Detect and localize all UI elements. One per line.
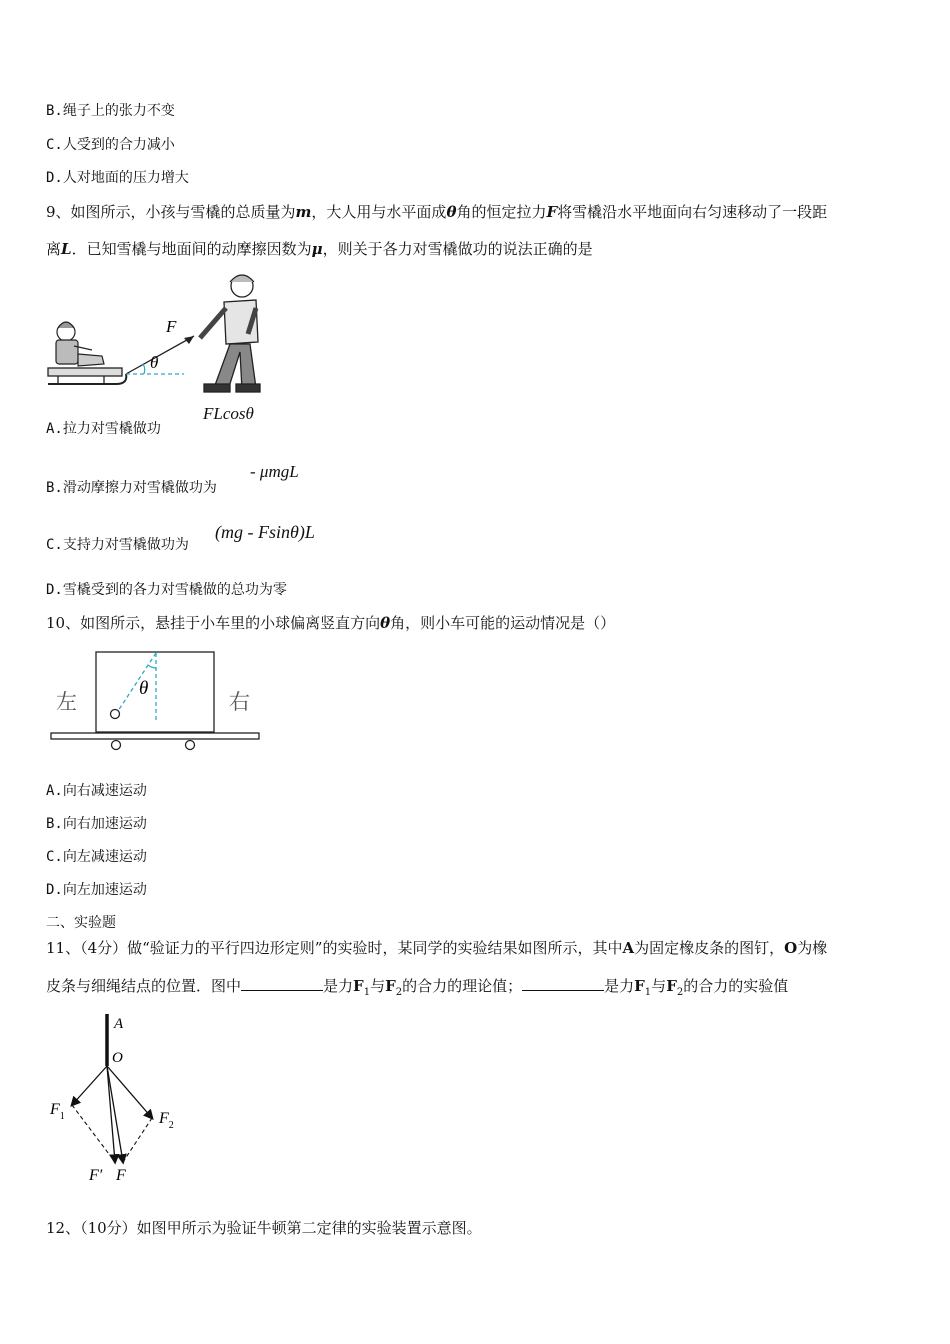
section-heading: 二、实验题 (46, 915, 116, 931)
q8-option-b: B.绳子上的张力不变 (46, 103, 175, 119)
point-O: O (112, 1050, 123, 1066)
angle-label-theta: θ (139, 678, 149, 699)
rope (126, 336, 194, 374)
q10-option-b: B.向右加速运动 (46, 816, 147, 832)
q10-option-c: C.向左减速运动 (46, 849, 147, 865)
q9-option-a: A.拉力对雪橇做功 (46, 421, 161, 437)
ball (111, 710, 120, 719)
force-label-F: F (166, 317, 177, 336)
vector-F1 (72, 1066, 107, 1105)
child-figure (56, 322, 104, 366)
answer-blank-1[interactable] (241, 976, 323, 991)
q10-option-d: D.向左加速运动 (46, 882, 147, 898)
q9-option-a-formula: FLcosθ (203, 404, 254, 423)
label-left: 左 (56, 690, 77, 714)
label-F: F (116, 1167, 126, 1184)
vector-F (107, 1066, 123, 1162)
label-F-prime: F′ (89, 1167, 103, 1184)
label-right: 右 (229, 690, 250, 714)
q9-option-c-formula: (mg - Fsinθ)L (215, 522, 315, 542)
vector-F-prime (107, 1066, 115, 1162)
angle-label-theta: θ (150, 353, 159, 372)
q10-stem: 10、如图所示，悬挂于小车里的小球偏离竖直方向θ角，则小车可能的运动情况是（） (46, 614, 616, 632)
q11-stem-line1: 11、（4分）做“验证力的平行四边形定则”的实验时，某同学的实验结果如图所示，其中A为固定橡皮条的图钉，O为橡 (46, 939, 828, 957)
q9-option-d: D.雪橇受到的各力对雪橇做的总功为零 (46, 582, 287, 598)
label-F2: $F_2$ (159, 1110, 174, 1131)
sled-figure (44, 268, 274, 398)
q10-option-a: A.向右减速运动 (46, 783, 147, 799)
q9-option-b: B.滑动摩擦力对雪橇做功为 (46, 480, 217, 496)
force-diagram (44, 1010, 194, 1190)
point-A: A (114, 1016, 124, 1032)
cart-figure (48, 648, 263, 753)
cart-base (51, 733, 259, 739)
answer-blank-2[interactable] (522, 976, 604, 991)
q9-stem-line1: 9、如图所示，小孩与雪橇的总质量为m，大人用与水平面成θ角的恒定拉力F将雪橇沿水平地面向右匀速移动了一段距 (46, 203, 828, 221)
label-F1: $F_1$ (50, 1101, 65, 1122)
q8-option-d: D.人对地面的压力增大 (46, 170, 189, 186)
wheel-left (112, 741, 121, 750)
q9-option-c: C.支持力对雪橇做功为 (46, 537, 189, 553)
sled (48, 368, 126, 384)
q12-stem: 12、（10分）如图甲所示为验证牛顿第二定律的实验装置示意图。 (46, 1219, 482, 1237)
adult-figure (200, 275, 260, 392)
q9-stem-line2: 离L．已知雪橇与地面间的动摩擦因数为μ，则关于各力对雪橇做功的说法正确的是 (46, 240, 593, 258)
cart-box (96, 652, 214, 732)
q11-stem-line2: 皮条与细绳结点的位置．图中 是力$F_1$与$F_2$的合力的理论值； 是力$F_1$与$F_2$的合力的实验值 (46, 977, 789, 998)
wheel-right (186, 741, 195, 750)
q8-option-c: C.人受到的合力减小 (46, 137, 175, 153)
q9-option-b-formula: - μmgL (250, 462, 299, 481)
